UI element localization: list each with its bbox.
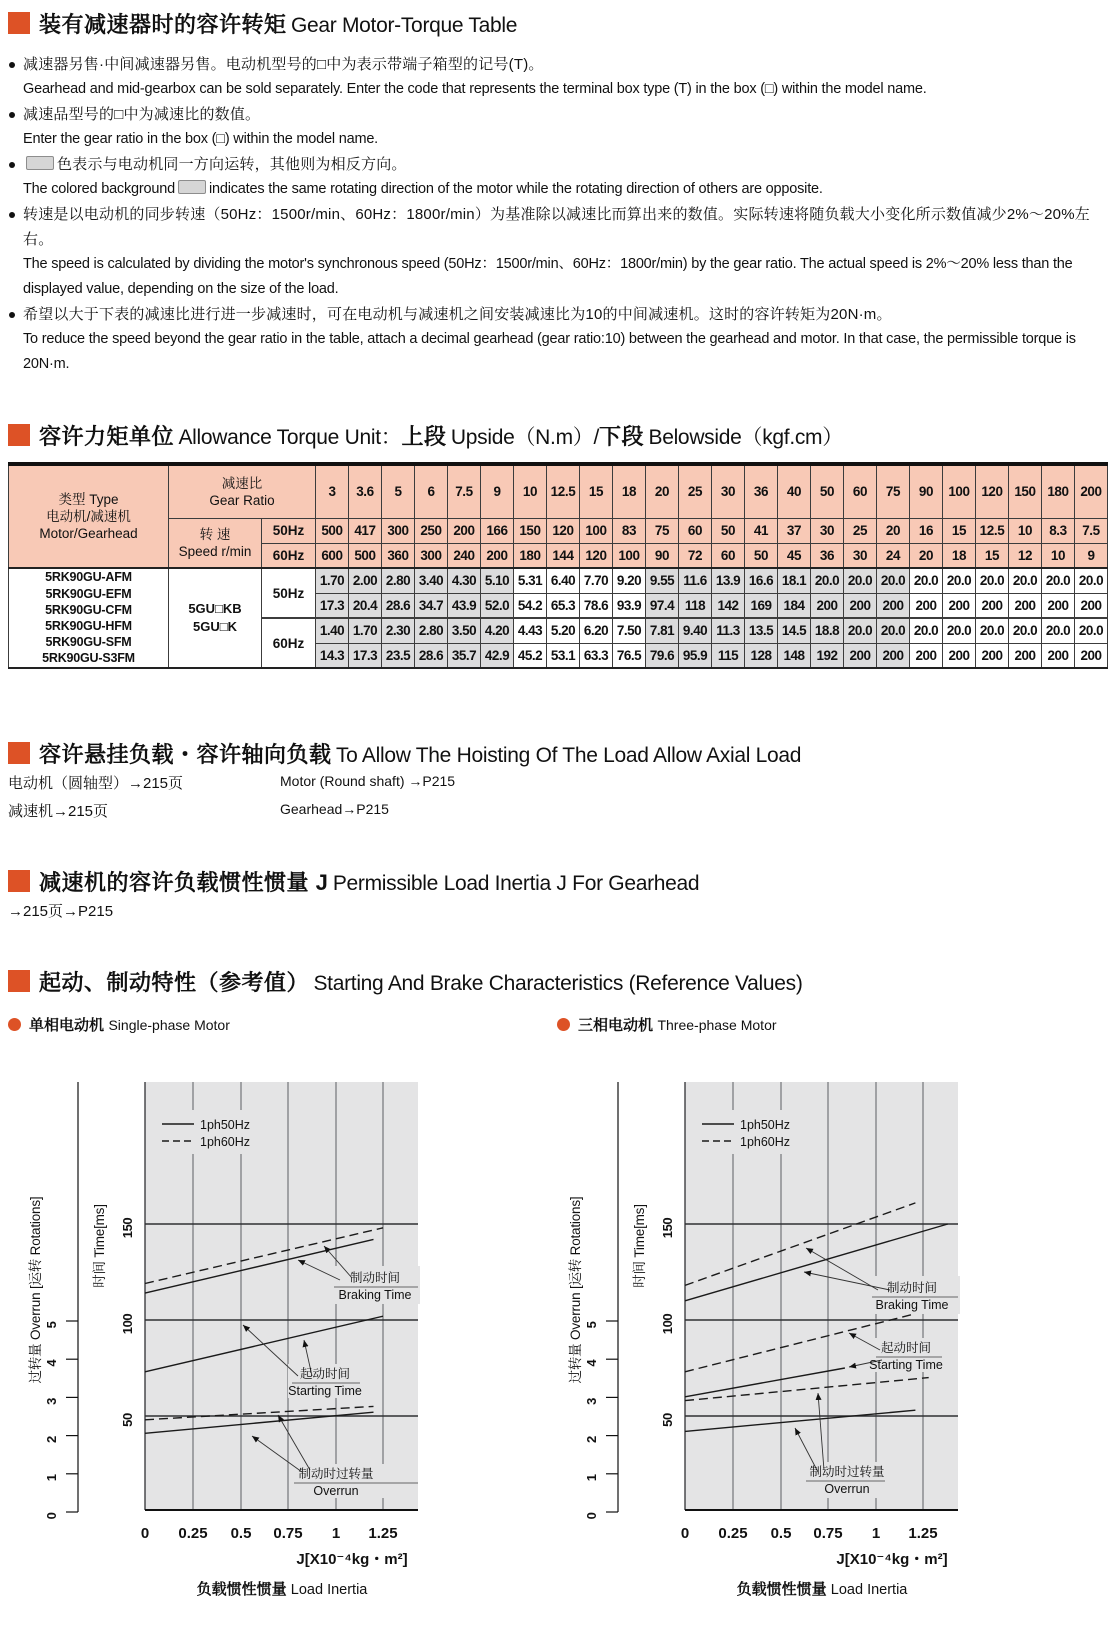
- time-axis-title: 时间 Time[ms]: [632, 1204, 647, 1288]
- torque-value-cell: 148: [778, 643, 811, 668]
- subheading-three-phase-motor: 三相电动机 Three-phase Motor: [557, 1014, 777, 1035]
- overrun-axis-title: 过转量 Overrun [运转 Rotations]: [28, 1196, 43, 1384]
- torque-value-cell: 43.9: [448, 593, 481, 618]
- note-line-en: Enter the gear ratio in the box (□) within the model name.: [23, 131, 379, 147]
- header-value-cell: 12: [1009, 543, 1042, 568]
- header-value-cell: 75: [646, 518, 679, 543]
- hz60-label: 60Hz: [262, 543, 316, 568]
- time-tick-label: 100: [120, 1313, 135, 1335]
- overrun-tick-label: 2: [584, 1436, 599, 1444]
- link-gearhead: 减速机→215页: [8, 803, 109, 820]
- motor-model: 5RK90GU-CFM: [45, 602, 132, 617]
- note-line: 减速器另售·中间减速器另售。电动机型号的□中为表示带端子箱型的记号(T)。: [8, 52, 1114, 77]
- header-value-cell: 12.5: [976, 518, 1009, 543]
- orange-square-icon: [8, 970, 30, 992]
- x-tick-label: 0.75: [273, 1525, 303, 1542]
- torque-value-cell: 52.0: [481, 593, 514, 618]
- header-value-cell: 166: [481, 518, 514, 543]
- torque-value-cell: 169: [745, 593, 778, 618]
- legend-label-50hz: 1ph50Hz: [740, 1118, 791, 1132]
- motor-model: 5RK90GU-S3FM: [42, 651, 135, 666]
- motor-model: 5RK90GU-AFM: [45, 570, 132, 585]
- note-line: 希望以大于下表的减速比进行进一步减速时，可在电动机与减速机之间安装减速比为10的中间减速机。这时的容许转矩为20N·m。: [8, 302, 1114, 327]
- torque-value-cell: 115: [712, 643, 745, 668]
- torque-value-cell: 18.1: [778, 568, 811, 593]
- note-line-swatch-en: The colored background indicates the same rotating direction of the motor while the rotating direction of others are opposite.: [23, 181, 823, 197]
- torque-value-cell: 20.0: [1042, 618, 1075, 643]
- header-value-cell: 10: [514, 464, 547, 518]
- note-line-en: Gearhead and mid-gearbox can be sold separately. Enter the code that represents the terminal box type (T) in the box (□) within the model name.: [23, 81, 927, 97]
- torque-value-cell: 17.3: [349, 643, 382, 668]
- x-tick-label: 0.25: [718, 1525, 748, 1542]
- torque-value-cell: 20.0: [976, 618, 1009, 643]
- header-value-cell: 7.5: [448, 464, 481, 518]
- x-tick-label: 0: [140, 1525, 150, 1542]
- torque-value-cell: 20.0: [1075, 618, 1108, 643]
- header-value-cell: 20: [910, 543, 943, 568]
- x-tick-label: 1: [871, 1525, 881, 1542]
- annotation-starting-en: Starting Time: [288, 1384, 362, 1398]
- header-value-cell: 100: [580, 518, 613, 543]
- header-value-cell: 90: [646, 543, 679, 568]
- torque-value-cell: 93.9: [613, 593, 646, 618]
- annotation-braking-en: Braking Time: [875, 1298, 949, 1312]
- annotation-starting-zh: 起动时间: [880, 1341, 932, 1355]
- subheading-single-phase-motor: 单相电动机 Single-phase Motor: [8, 1014, 230, 1035]
- header-value-cell: 40: [778, 464, 811, 518]
- torque-value-cell: 16.6: [745, 568, 778, 593]
- header-value-cell: 100: [613, 543, 646, 568]
- gearhead-model: 5GU□K: [193, 619, 237, 634]
- annotation-braking-zh: 制动时间: [886, 1281, 938, 1295]
- torque-value-cell: 200: [1075, 593, 1108, 618]
- torque-value-cell: 2.80: [382, 568, 415, 593]
- single-phase-characteristics-chart: [0, 1040, 560, 1626]
- note-line-en: The speed is calculated by dividing the motor's synchronous speed (50Hz：1500r/min、60Hz：1800r/min) by the gear ratio. The actual speed is 2%～20% less than the displayed value, depending on the size of the load.: [23, 256, 1073, 297]
- orange-square-icon: [8, 12, 30, 34]
- torque-value-cell: 2.30: [382, 618, 415, 643]
- notes-list: [8, 52, 1114, 377]
- header-value-cell: 8.3: [1042, 518, 1075, 543]
- section-heading-allowance-torque-unit: 容许力矩单位 Allowance Torque Unit：上段 Upside（N.m）/下段 Belowside（kgf.cm）: [8, 420, 843, 451]
- three-phase-characteristics-chart: [540, 1040, 1100, 1626]
- torque-value-cell: 20.0: [877, 568, 910, 593]
- orange-square-icon: [8, 742, 30, 764]
- annotation-braking-zh: 制动时间: [349, 1271, 401, 1285]
- torque-value-cell: 2.00: [349, 568, 382, 593]
- torque-value-cell: 35.7: [448, 643, 481, 668]
- header-value-cell: 417: [349, 518, 382, 543]
- time-tick-label: 150: [120, 1217, 135, 1239]
- torque-value-cell: 20.0: [943, 568, 976, 593]
- torque-value-cell: 20.0: [976, 568, 1009, 593]
- load-inertia-caption: 负载惯性惯量 Load Inertia: [196, 1581, 368, 1598]
- torque-value-cell: 11.6: [679, 568, 712, 593]
- motor-model: 5RK90GU-SFM: [45, 635, 132, 650]
- torque-value-cell: 1.40: [316, 618, 349, 643]
- torque-value-cell: 20.0: [844, 568, 877, 593]
- speed-header-cell: 转 速 Speed r/min: [169, 518, 262, 568]
- header-value-cell: 50: [811, 464, 844, 518]
- torque-value-cell: 2.80: [415, 618, 448, 643]
- time-axis-title: 时间 Time[ms]: [92, 1204, 107, 1288]
- torque-value-cell: 95.9: [679, 643, 712, 668]
- torque-value-cell: 14.3: [316, 643, 349, 668]
- torque-value-cell: 200: [1009, 643, 1042, 668]
- header-value-cell: 150: [1009, 464, 1042, 518]
- header-value-cell: 3: [316, 464, 349, 518]
- torque-value-cell: 200: [910, 643, 943, 668]
- torque-value-cell: 9.40: [679, 618, 712, 643]
- header-value-cell: 200: [481, 543, 514, 568]
- orange-square-icon: [8, 424, 30, 446]
- header-value-cell: 360: [382, 543, 415, 568]
- annotation-overrun-zh: 制动时过转量: [298, 1467, 374, 1481]
- overrun-tick-label: 4: [584, 1359, 599, 1367]
- direction-color-swatch: [178, 180, 206, 194]
- header-value-cell: 180: [514, 543, 547, 568]
- x-tick-label: 0: [680, 1525, 690, 1542]
- torque-value-cell: 79.6: [646, 643, 679, 668]
- annotation-overrun-en: Overrun: [313, 1484, 359, 1498]
- torque-value-cell: 4.20: [481, 618, 514, 643]
- torque-value-cell: 78.6: [580, 593, 613, 618]
- overrun-tick-label: 0: [44, 1512, 59, 1520]
- x-axis-title: J[X10⁻⁴kg・m²]: [296, 1551, 408, 1568]
- header-value-cell: 7.5: [1075, 518, 1108, 543]
- torque-value-cell: 200: [1042, 643, 1075, 668]
- torque-value-cell: 28.6: [382, 593, 415, 618]
- header-value-cell: 90: [910, 464, 943, 518]
- torque-value-cell: 20.0: [1009, 568, 1042, 593]
- torque-value-cell: 3.50: [448, 618, 481, 643]
- note-line-en: To reduce the speed beyond the gear ratio in the table, attach a decimal gearhead (gear ratio:10) between the gearhead and motor. In that case, the permissible torque is 20N·m.: [23, 331, 1076, 372]
- orange-dot-icon: [557, 1018, 570, 1031]
- torque-value-cell: 20.0: [1075, 568, 1108, 593]
- direction-color-swatch: [26, 156, 54, 170]
- header-value-cell: 16: [910, 518, 943, 543]
- header-value-cell: 36: [745, 464, 778, 518]
- header-value-cell: 60: [712, 543, 745, 568]
- torque-value-cell: 200: [1042, 593, 1075, 618]
- torque-value-cell: 200: [910, 593, 943, 618]
- table-row-speed-50hz: [9, 518, 1108, 543]
- legend-label-60hz: 1ph60Hz: [740, 1135, 791, 1149]
- header-value-cell: 500: [316, 518, 349, 543]
- note-line: 减速品型号的□中为减速比的数值。: [8, 102, 1114, 127]
- torque-value-cell: 5.31: [514, 568, 547, 593]
- overrun-tick-label: 4: [44, 1359, 59, 1367]
- header-value-cell: 72: [679, 543, 712, 568]
- torque-value-cell: 20.0: [1042, 568, 1075, 593]
- torque-value-cell: 200: [1009, 593, 1042, 618]
- header-value-cell: 18: [943, 543, 976, 568]
- header-value-cell: 12.5: [547, 464, 580, 518]
- torque-value-cell: 42.9: [481, 643, 514, 668]
- header-value-cell: 45: [778, 543, 811, 568]
- torque-value-cell: 13.5: [745, 618, 778, 643]
- orange-dot-icon: [8, 1018, 21, 1031]
- torque-value-cell: 28.6: [415, 643, 448, 668]
- header-value-cell: 15: [976, 543, 1009, 568]
- torque-value-cell: 13.9: [712, 568, 745, 593]
- header-value-cell: 20: [646, 464, 679, 518]
- torque-value-cell: 5.10: [481, 568, 514, 593]
- torque-value-cell: 200: [844, 643, 877, 668]
- annotation-overrun-zh: 制动时过转量: [809, 1465, 885, 1479]
- header-value-cell: 100: [943, 464, 976, 518]
- torque-value-cell: 128: [745, 643, 778, 668]
- torque-value-cell: 76.5: [613, 643, 646, 668]
- torque-value-cell: 6.40: [547, 568, 580, 593]
- torque-value-cell: 97.4: [646, 593, 679, 618]
- gear-ratio-header-cell: 减速比 Gear Ratio: [169, 464, 316, 518]
- header-value-cell: 25: [679, 464, 712, 518]
- section-heading-hoisting-axial-load: 容许悬挂负载・容许轴向负载 To Allow The Hoisting Of The Load Allow Axial Load: [8, 738, 801, 769]
- overrun-tick-label: 1: [584, 1474, 599, 1482]
- torque-value-cell: 14.5: [778, 618, 811, 643]
- header-value-cell: 60: [844, 464, 877, 518]
- header-value-cell: 30: [712, 464, 745, 518]
- torque-value-cell: 1.70: [349, 618, 382, 643]
- annotation-overrun-en: Overrun: [824, 1482, 870, 1496]
- header-value-cell: 9: [1075, 543, 1108, 568]
- header-value-cell: 500: [349, 543, 382, 568]
- type-header-cell: 类型 Type 电动机/减速机 Motor/Gearhead: [9, 464, 169, 568]
- header-value-cell: 20: [877, 518, 910, 543]
- table-row-gear-ratio: [9, 464, 1108, 518]
- gearhead-model: 5GU□KB: [188, 601, 242, 616]
- header-value-cell: 5: [382, 464, 415, 518]
- header-value-cell: 600: [316, 543, 349, 568]
- orange-square-icon: [8, 870, 30, 892]
- torque-value-cell: 53.1: [547, 643, 580, 668]
- header-value-cell: 120: [547, 518, 580, 543]
- overrun-tick-label: 5: [44, 1321, 59, 1329]
- header-value-cell: 83: [613, 518, 646, 543]
- heading-en: Gear Motor-Torque Table: [290, 14, 518, 37]
- torque-value-cell: 20.0: [910, 618, 943, 643]
- torque-value-cell: 23.5: [382, 643, 415, 668]
- link-inertia-page: →215页→P215: [8, 903, 114, 920]
- x-tick-label: 1.25: [908, 1525, 938, 1542]
- torque-value-cell: 20.0: [1009, 618, 1042, 643]
- torque-value-cell: 7.70: [580, 568, 613, 593]
- header-value-cell: 240: [448, 543, 481, 568]
- x-tick-label: 0.5: [770, 1525, 792, 1542]
- overrun-tick-label: 1: [44, 1474, 59, 1482]
- torque-value-cell: 63.3: [580, 643, 613, 668]
- x-tick-label: 1.25: [368, 1525, 398, 1542]
- annotation-braking-en: Braking Time: [338, 1288, 412, 1302]
- time-tick-label: 100: [660, 1313, 675, 1335]
- torque-value-cell: 200: [844, 593, 877, 618]
- header-value-cell: 10: [1009, 518, 1042, 543]
- header-value-cell: 200: [448, 518, 481, 543]
- header-value-cell: 30: [811, 518, 844, 543]
- section-heading-load-inertia: 减速机的容许负载惯性惯量 J Permissible Load Inertia J For Gearhead: [8, 866, 699, 897]
- header-value-cell: 37: [778, 518, 811, 543]
- note-line: 转速是以电动机的同步转速（50Hz：1500r/min、60Hz：1800r/min）为基准除以减速比而算出来的数值。实际转速将随负载大小变化所示数值减少2%～20%左右。: [8, 202, 1114, 252]
- link-motor-round-shaft: 电动机（圆轴型）→215页: [8, 775, 184, 792]
- torque-value-cell: 184: [778, 593, 811, 618]
- torque-value-cell: 200: [1075, 643, 1108, 668]
- header-value-cell: 180: [1042, 464, 1075, 518]
- hz50-body-label: 50Hz: [262, 568, 316, 618]
- gear-motor-torque-table: [8, 462, 1108, 669]
- torque-value-cell: 45.2: [514, 643, 547, 668]
- torque-value-cell: 20.4: [349, 593, 382, 618]
- table-row-torque-50hz-nm: [9, 568, 1108, 593]
- section-heading-characteristics: 起动、制动特性（参考值） Starting And Brake Characteristics (Reference Values): [8, 966, 803, 997]
- torque-value-cell: 9.20: [613, 568, 646, 593]
- header-value-cell: 120: [976, 464, 1009, 518]
- torque-value-cell: 20.0: [877, 618, 910, 643]
- torque-value-cell: 142: [712, 593, 745, 618]
- torque-value-cell: 200: [877, 643, 910, 668]
- header-value-cell: 300: [415, 543, 448, 568]
- torque-value-cell: 200: [877, 593, 910, 618]
- header-value-cell: 41: [745, 518, 778, 543]
- header-value-cell: 150: [514, 518, 547, 543]
- torque-value-cell: 200: [943, 643, 976, 668]
- torque-value-cell: 7.81: [646, 618, 679, 643]
- overrun-tick-label: 2: [44, 1436, 59, 1444]
- header-value-cell: 3.6: [349, 464, 382, 518]
- header-value-cell: 10: [1042, 543, 1075, 568]
- header-value-cell: 50: [712, 518, 745, 543]
- torque-value-cell: 9.55: [646, 568, 679, 593]
- annotation-starting-zh: 起动时间: [299, 1367, 351, 1381]
- overrun-tick-label: 3: [44, 1397, 59, 1405]
- heading-zh: 装有减速器时的容许转矩: [39, 12, 287, 37]
- time-tick-label: 50: [660, 1413, 675, 1427]
- torque-value-cell: 17.3: [316, 593, 349, 618]
- torque-value-cell: 34.7: [415, 593, 448, 618]
- header-value-cell: 300: [382, 518, 415, 543]
- legend-label-50hz: 1ph50Hz: [200, 1118, 251, 1132]
- overrun-tick-label: 3: [584, 1397, 599, 1405]
- section-heading-gear-motor-torque: [8, 8, 517, 39]
- torque-value-cell: 65.3: [547, 593, 580, 618]
- header-value-cell: 9: [481, 464, 514, 518]
- gearhead-models-cell: [169, 568, 262, 668]
- hz60-body-label: 60Hz: [262, 618, 316, 668]
- time-tick-label: 150: [660, 1217, 675, 1239]
- x-axis-title: J[X10⁻⁴kg・m²]: [836, 1551, 948, 1568]
- x-tick-label: 0.5: [230, 1525, 252, 1542]
- torque-value-cell: 118: [679, 593, 712, 618]
- torque-value-cell: 20.0: [910, 568, 943, 593]
- torque-value-cell: 6.20: [580, 618, 613, 643]
- torque-value-cell: 200: [811, 593, 844, 618]
- header-value-cell: 250: [415, 518, 448, 543]
- torque-value-cell: 7.50: [613, 618, 646, 643]
- overrun-tick-label: 5: [584, 1321, 599, 1329]
- torque-value-cell: 200: [976, 643, 1009, 668]
- legend-label-60hz: 1ph60Hz: [200, 1135, 251, 1149]
- torque-value-cell: 54.2: [514, 593, 547, 618]
- x-tick-label: 0.25: [178, 1525, 208, 1542]
- overrun-tick-label: 0: [584, 1512, 599, 1520]
- header-value-cell: 6: [415, 464, 448, 518]
- torque-value-cell: 18.8: [811, 618, 844, 643]
- torque-value-cell: 1.70: [316, 568, 349, 593]
- torque-value-cell: 20.0: [811, 568, 844, 593]
- x-tick-label: 0.75: [813, 1525, 843, 1542]
- link-motor-round-shaft-en: Motor (Round shaft) →P215: [280, 773, 456, 789]
- torque-value-cell: 200: [943, 593, 976, 618]
- hz50-label: 50Hz: [262, 518, 316, 543]
- header-value-cell: 75: [877, 464, 910, 518]
- header-value-cell: 15: [580, 464, 613, 518]
- header-value-cell: 36: [811, 543, 844, 568]
- motor-model: 5RK90GU-EFM: [45, 586, 132, 601]
- header-value-cell: 120: [580, 543, 613, 568]
- note-line-swatch: 色表示与电动机同一方向运转，其他则为相反方向。: [8, 152, 1114, 177]
- header-value-cell: 25: [844, 518, 877, 543]
- motor-model: 5RK90GU-HFM: [45, 619, 132, 633]
- header-value-cell: 144: [547, 543, 580, 568]
- torque-value-cell: 20.0: [844, 618, 877, 643]
- motor-models-cell: [9, 568, 169, 668]
- torque-value-cell: 5.20: [547, 618, 580, 643]
- torque-value-cell: 4.43: [514, 618, 547, 643]
- overrun-axis-title: 过转量 Overrun [运转 Rotations]: [568, 1196, 583, 1384]
- torque-value-cell: 11.3: [712, 618, 745, 643]
- annotation-starting-en: Starting Time: [869, 1358, 943, 1372]
- time-tick-label: 50: [120, 1413, 135, 1427]
- header-value-cell: 18: [613, 464, 646, 518]
- link-gearhead-en: Gearhead→P215: [280, 801, 389, 817]
- torque-value-cell: 20.0: [943, 618, 976, 643]
- header-value-cell: 60: [679, 518, 712, 543]
- header-value-cell: 50: [745, 543, 778, 568]
- torque-value-cell: 200: [976, 593, 1009, 618]
- torque-value-cell: 3.40: [415, 568, 448, 593]
- header-value-cell: 200: [1075, 464, 1108, 518]
- torque-value-cell: 4.30: [448, 568, 481, 593]
- torque-value-cell: 192: [811, 643, 844, 668]
- header-value-cell: 30: [844, 543, 877, 568]
- load-inertia-caption: 负载惯性惯量 Load Inertia: [736, 1581, 908, 1598]
- header-value-cell: 24: [877, 543, 910, 568]
- x-tick-label: 1: [331, 1525, 341, 1542]
- header-value-cell: 15: [943, 518, 976, 543]
